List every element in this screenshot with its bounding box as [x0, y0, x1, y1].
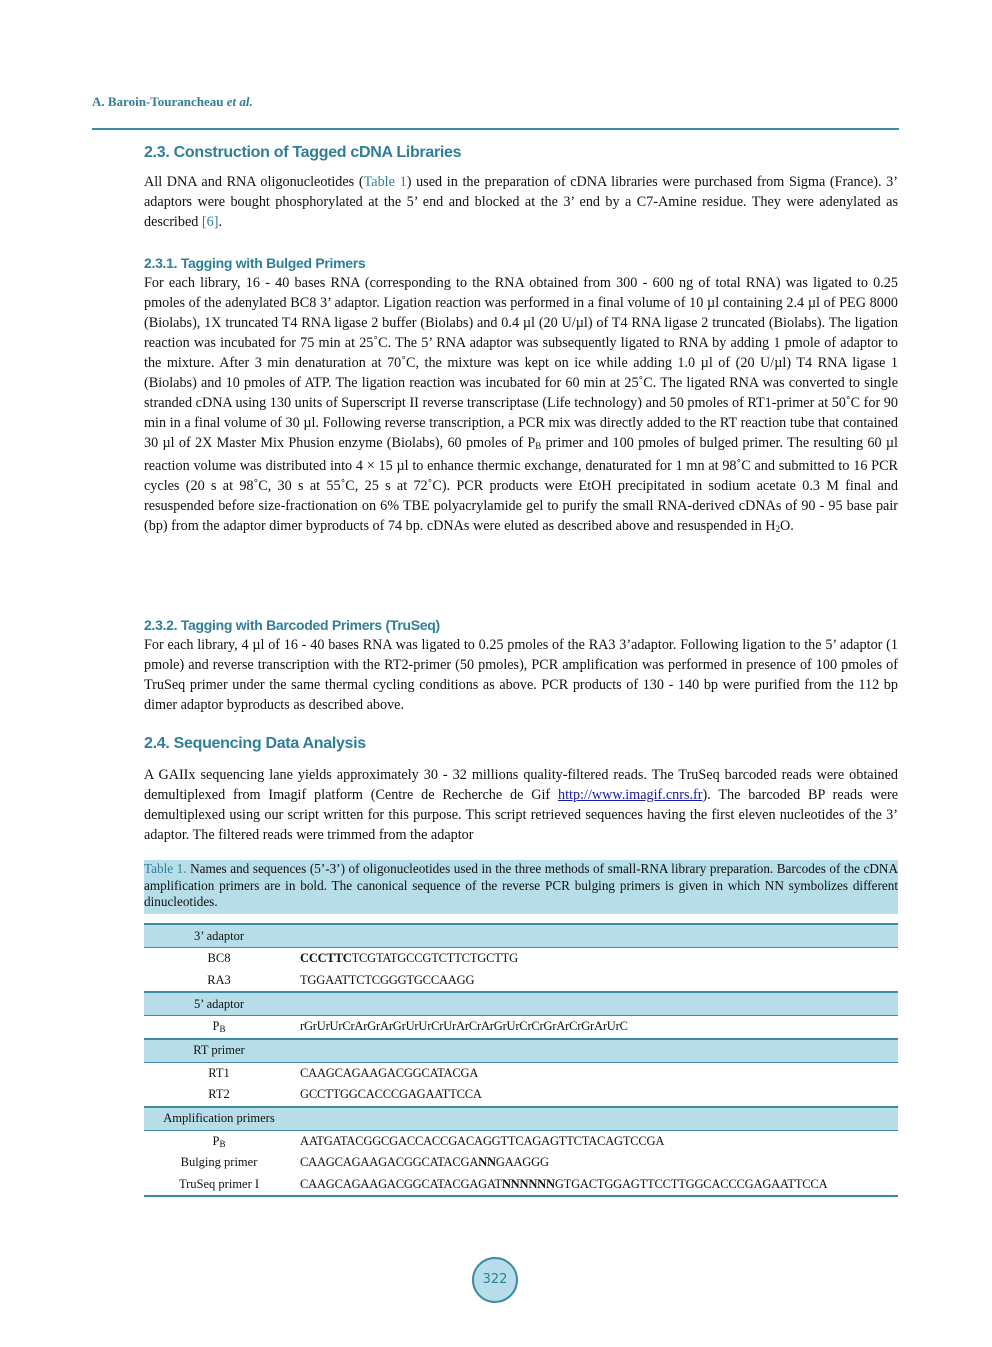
barcode: NNNNNN [501, 1176, 555, 1191]
oligo-name: BC8 [207, 951, 231, 966]
oligo-name: RA3 [207, 972, 231, 987]
oligo-name: Bulging primer [180, 1155, 258, 1170]
oligo-sequence: AATGATACGGCGACCACCGACAGGTTCAGAGTTCTACAGTCCGA [300, 1133, 665, 1148]
group-fill [294, 1107, 898, 1131]
text-run: O. [780, 518, 794, 534]
section-2-3-2-paragraph: For each library, 4 µl of 16 - 40 bases RNA was ligated to 0.25 pmoles of the RA3 3’adaptor. Following ligation to the 5’ adaptor (1 pmole) and reverse transcription with the RT2-primer (50 pmoles), PCR amplification was performed in presence of 100 pmoles of TruSeq primer under the same thermal cycling conditions as above. PCR products of 130 - 140 bp were purified from the 112 bp dimer adaptor byproducts as described above. [144, 637, 898, 713]
group-name: 5’ adaptor [144, 992, 294, 1016]
group-name: 3’ adaptor [144, 924, 294, 948]
section-2-3-1-title: 2.3.1. Tagging with Bulged Primers [144, 255, 366, 271]
oligo-sequence [294, 1174, 898, 1197]
oligo-sequence [294, 948, 898, 970]
group-fill [294, 992, 898, 1016]
running-head-authors: A. Baroin-Tourancheau [92, 94, 224, 109]
table-group-header [144, 992, 898, 1016]
section-2-3-1-paragraph [144, 273, 898, 539]
page-number-badge: 322 [472, 1257, 518, 1303]
table-row [144, 1084, 898, 1107]
table-row [144, 1016, 898, 1039]
oligo-sequence: CAAGCAGAAGACGGCATACGA [300, 1065, 479, 1080]
text-run: For each library, 16 - 40 bases RNA (corresponding to the RNA obtained from 300 - 600 ng of total RNA) was ligated to 0.25 pmoles of the adenylated BC8 3’ adaptor. Ligation reaction was performed in a final volume of 10 µl containing 2.4 µl of PEG 8000 (Biolabs), 1X truncated T4 RNA ligase 2 buffer (Biolabs) and 0.4 µl (20 U/µl) of T4 RNA ligase 2 truncated (Biolabs). The ligation reaction was incubated for 75 min at 25˚C. The 5’ RNA adaptor was subsequently ligated to RNA by adding 1 pmole of adaptor to the mixture. After 3 min denaturation at 70˚C, the mixture was kept on ice while adding 1.0 µl of (20 U/µl) T4 RNA ligase 1 (Biolabs) and 10 pmoles of ATP. The ligation reaction was incubated for 60 min at 25˚C. The ligated RNA was converted to single stranded cDNA using 130 units of Superscript II reverse transcriptase (Life technology) and 50 pmoles of RT1-primer at 50˚C for 90 min in a final volume of 30 µl. Following reverse transcription, a PCR mix was directly added to the RT reaction tube that contained 30 µl of 2X Master Mix Phusion enzyme (Biolabs), 60 pmoles of P [144, 275, 898, 451]
table-group-header [144, 1107, 898, 1131]
oligo-name [144, 1016, 294, 1039]
citation-6-link[interactable]: [6] [201, 214, 219, 230]
name-text: P [212, 1019, 220, 1034]
table-row [144, 1062, 898, 1084]
barcode: CCCTTC [300, 951, 352, 966]
subscript: 2 [775, 524, 781, 534]
running-head-etal: et al. [226, 94, 253, 109]
table-row [144, 970, 898, 993]
table-row [144, 1152, 898, 1174]
oligo-name: TruSeq primer I [144, 1174, 294, 1197]
oligo-sequence: TGGAATTCTCGGGTGCCAAGG [300, 972, 475, 987]
table-row [144, 1130, 898, 1152]
table-1-caption-text: Names and sequences (5’-3’) of oligonucleotides used in the three methods of small-RNA library preparation. Barcodes of the cDNA amplification primers are in bold. The canonical sequence of the reverse PCR bulging primers is given in which NN symbolizes different dinucleotides. [144, 861, 898, 909]
text-run: ) used in the preparation of cDNA libraries were purchased from Sigma (France). 3’ adaptors were bought phosphorylated at the 5’ end and blocked at the 3’ end by a C7-Amine residue. They were adenylated as described [144, 174, 898, 230]
oligo-sequence [294, 1152, 898, 1174]
sequence-text: TCGTATGCCGTCTTCTGCTTG [351, 951, 518, 966]
header-rule [92, 128, 899, 130]
section-2-3-2-title: 2.3.2. Tagging with Barcoded Primers (TruSeq) [144, 617, 440, 633]
section-2-3-title: 2.3. Construction of Tagged cDNA Libraries [144, 144, 462, 161]
group-fill [294, 1039, 898, 1063]
oligo-sequence: GCCTTGGCACCCGAGAATTCCA [300, 1087, 482, 1102]
group-fill [294, 924, 898, 948]
sequence-text: CAAGCAGAAGACGGCATACGA [300, 1155, 479, 1170]
table-1-label: Table 1. [144, 861, 187, 876]
section-2-4-title: 2.4. Sequencing Data Analysis [144, 735, 366, 752]
group-name: Amplification primers [144, 1107, 294, 1131]
imagif-url-link[interactable]: http://www.imagif.cnrs.fr [557, 787, 703, 803]
name-text: P [212, 1133, 220, 1148]
text-run: ). The barcoded BP reads were demultiplexed using our script written for this purpose. This script retrieved sequences having the first eleven nucleotides of the 3’ adaptor. The filtered reads were trimmed from the adaptor [144, 787, 899, 843]
table-row [144, 1174, 898, 1197]
text-run: All DNA and RNA oligonucleotides ( [144, 174, 364, 190]
table-group-header [144, 924, 898, 948]
oligo-name [144, 1130, 294, 1152]
subscript: B [535, 441, 542, 451]
subscript: B [219, 1024, 226, 1035]
section-2-3-paragraph [144, 172, 898, 232]
section-2-4-paragraph [144, 765, 898, 845]
sequence-text: GTGACTGGAGTTCCTTGGCACCCGAGAATTCCA [554, 1176, 828, 1191]
sequence-text: CAAGCAGAAGACGGCATACGAGAT [300, 1176, 502, 1191]
text-run: . [218, 214, 223, 230]
oligo-sequence: rGrUrUrCrArGrArGrUrUrCrUrArCrArGrUrCrCrGrArCrGrArUrC [300, 1019, 628, 1034]
table-1-caption [144, 860, 898, 914]
table-group-header [144, 1039, 898, 1063]
running-head [92, 94, 253, 110]
text-run: A GAIIx sequencing lane yields approximately 30 - 32 millions quality-filtered reads. The TruSeq barcoded reads were obtained demultiplexed from Imagif platform (Centre de Recherche de Gif [144, 767, 898, 803]
table-row [144, 948, 898, 970]
oligo-name: RT1 [208, 1065, 230, 1080]
table-1 [144, 923, 898, 1197]
text-run: primer and 100 pmoles of bulged primer. The resulting 60 µl reaction volume was distributed into 4 × 15 µl to enhance thermic exchange, denaturated for 1 mn at 98˚C and submitted to 16 PCR cycles (20 s at 98˚C, 30 s at 55˚C, 25 s at 72˚C). PCR products were EtOH precipitated in sodium acetate 0.3 M final and resuspended before size-fractionation on 6% TBE polyacrylamide gel to purify the small RNA-derived cDNAs of 90 - 95 base pair (bp) from the adaptor dimer byproducts of 74 bp. cDNAs were eluted as described above and resuspended in H [144, 435, 898, 534]
oligo-name: RT2 [208, 1087, 230, 1102]
barcode: NN [478, 1155, 496, 1170]
table-1-link[interactable]: Table 1 [363, 174, 407, 190]
sequence-text: GAAGGG [495, 1155, 549, 1170]
subscript: B [219, 1138, 226, 1149]
group-name: RT primer [144, 1039, 294, 1063]
